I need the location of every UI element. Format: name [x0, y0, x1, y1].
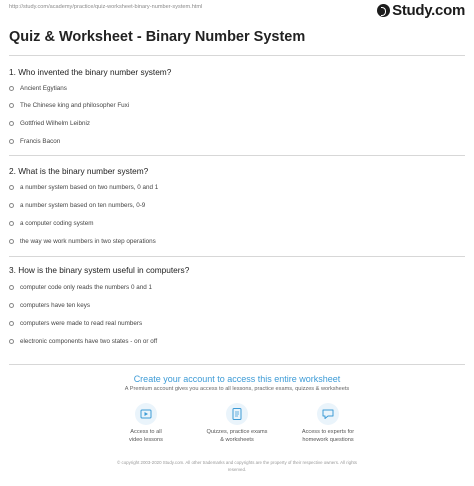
study-logo-icon: [377, 4, 390, 17]
question-3-option-4[interactable]: [9, 336, 157, 346]
question-1-option-1[interactable]: [9, 83, 67, 93]
radio-button[interactable]: [9, 339, 14, 344]
top-bar: [0, 0, 474, 22]
logo-text: Study.com: [392, 2, 465, 19]
premium-description: A Premium account gives you access to all lessons, practice exams, quizzes & worksheets: [124, 386, 350, 392]
section-divider: [9, 364, 465, 365]
option-label: electronic components have two states - on or off: [20, 337, 158, 345]
question-2-option-2[interactable]: [9, 200, 145, 210]
feature-experts: [283, 403, 373, 444]
title-divider: [9, 55, 465, 56]
radio-button[interactable]: [9, 239, 14, 244]
question-2-text: 2. What is the binary number system?: [9, 166, 149, 176]
option-label: a number system based on two numbers, 0 and 1: [20, 183, 159, 191]
radio-button[interactable]: [9, 285, 14, 290]
copyright-line: © copyright 2003-2020 Study.com. All other trademarks and copyrights are the property of their respective owners. All rights: [117, 460, 357, 465]
option-label: computers were made to read real numbers: [20, 319, 143, 327]
radio-button[interactable]: [9, 303, 14, 308]
option-label: the way we work numbers in two step operations: [20, 237, 156, 245]
feature-label: homework questions: [302, 436, 354, 443]
question-2-option-4[interactable]: [9, 236, 156, 246]
question-2-option-1[interactable]: [9, 182, 158, 192]
feature-video-lessons: [101, 403, 191, 444]
question-1-option-3[interactable]: [9, 118, 90, 128]
radio-button[interactable]: [9, 103, 14, 108]
question-1-option-4[interactable]: [9, 136, 60, 146]
copyright-footer: [60, 460, 414, 473]
question-3-option-3[interactable]: [9, 318, 142, 328]
radio-button[interactable]: [9, 203, 14, 208]
page-title: Quiz & Worksheet - Binary Number System: [9, 29, 306, 45]
question-3-option-1[interactable]: [9, 282, 152, 292]
question-1-option-2[interactable]: [9, 100, 129, 110]
study-logo[interactable]: [377, 2, 465, 19]
radio-button[interactable]: [9, 86, 14, 91]
option-label: Francis Bacon: [20, 137, 61, 145]
feature-label: Access to experts for: [301, 429, 355, 435]
option-label: computers have ten keys: [20, 301, 91, 309]
question-3-option-2[interactable]: [9, 300, 90, 310]
page-url: http://study.com/academy/practice/quiz-worksheet-binary-number-system.html: [9, 4, 203, 10]
feature-label: Quizzes, practice exams: [206, 429, 268, 435]
radio-button[interactable]: [9, 221, 14, 226]
radio-button[interactable]: [9, 321, 14, 326]
radio-button[interactable]: [9, 139, 14, 144]
question-1-text: 1. Who invented the binary number system?: [9, 67, 172, 77]
quiz-icon: [226, 403, 248, 425]
question-divider: [9, 256, 465, 257]
radio-button[interactable]: [9, 185, 14, 190]
feature-quizzes: [192, 403, 282, 444]
question-2-option-3[interactable]: [9, 218, 94, 228]
create-account-link[interactable]: Create your account to access this entire worksheet: [133, 374, 341, 384]
video-icon: [135, 403, 157, 425]
option-label: Gottfried Wilhelm Leibniz: [20, 119, 90, 127]
option-label: a computer coding system: [20, 219, 94, 227]
question-divider: [9, 155, 465, 156]
question-3-text: 3. How is the binary system useful in computers?: [9, 265, 190, 275]
option-label: computer code only reads the numbers 0 and 1: [20, 283, 152, 291]
feature-label: Access to all: [130, 429, 162, 435]
option-label: The Chinese king and philosopher Fuxi: [20, 101, 130, 109]
feature-label: & worksheets: [220, 436, 254, 443]
radio-button[interactable]: [9, 121, 14, 126]
chat-icon: [317, 403, 339, 425]
feature-label: video lessons: [129, 436, 163, 443]
copyright-line: reserved.: [227, 466, 247, 472]
option-label: a number system based on ten numbers, 0-9: [20, 201, 146, 209]
option-label: Ancient Egytians: [20, 84, 67, 92]
